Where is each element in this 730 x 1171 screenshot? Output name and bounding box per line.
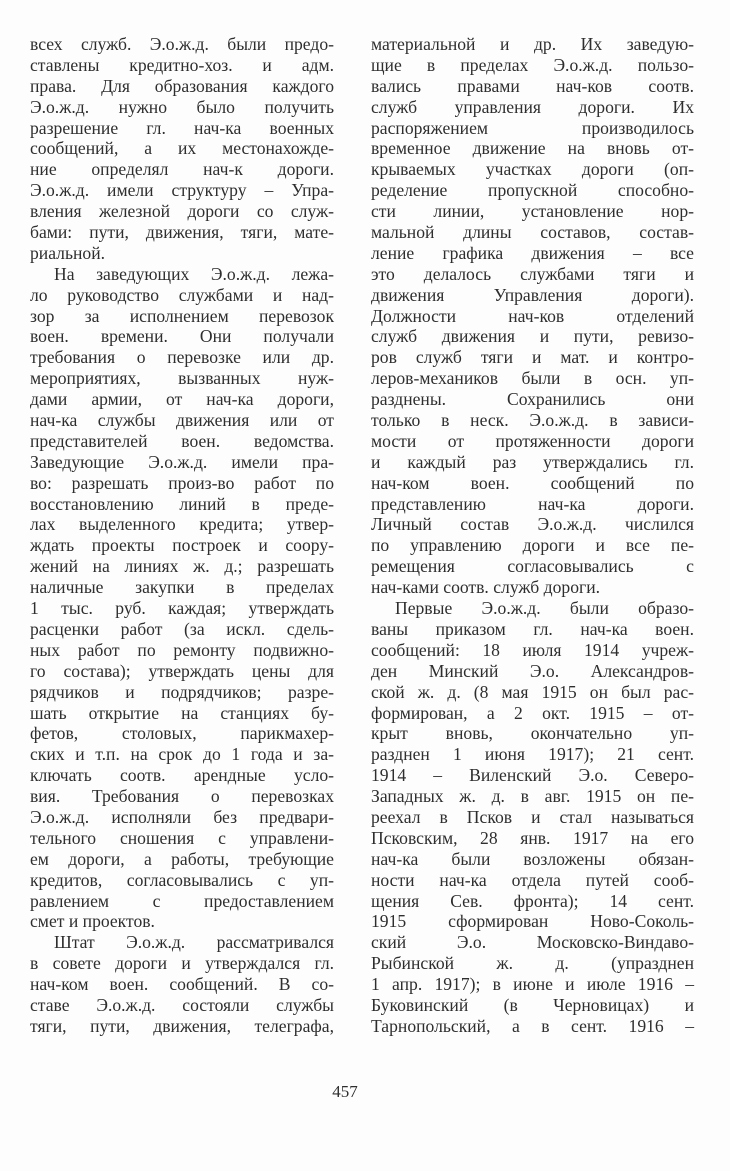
text-line: тяги, пути, движения, телеграфа, (30, 1015, 334, 1036)
text-line: в совете дороги и утверждался гл. (30, 953, 334, 974)
text-line: Псковским, 28 янв. 1917 на его (371, 827, 694, 848)
text-line: Заведующие Э.о.ж.д. имели пра- (30, 451, 334, 472)
text-line: ных работ по ремонту подвижно- (30, 639, 334, 660)
text-line: бами: пути, движения, тяги, мате- (30, 222, 334, 243)
text-line: Штат Э.о.ж.д. рассматривался (54, 932, 334, 953)
text-line: и каждый раз утверждались гл. (371, 451, 694, 472)
text-line: ем дороги, а работы, требующие (30, 848, 334, 869)
text-line: движения Управления дороги). (371, 284, 694, 305)
text-line: разрешение гл. нач-ка военных (30, 117, 334, 138)
text-line: представителей воен. ведомства. (30, 430, 334, 451)
text-line: ности нач-ка отдела путей сооб- (371, 869, 694, 890)
text-line: Рыбинской ж. д. (упразднен (371, 953, 694, 974)
text-line: 1 тыс. руб. каждая; утверждать (30, 598, 334, 619)
text-line: всех служб. Э.о.ж.д. были предо- (30, 34, 334, 54)
paragraph (371, 598, 694, 1037)
text-line: сообщений, а их местонахожде- (30, 138, 334, 159)
paragraph (30, 34, 334, 264)
text-line: служб управления дороги. Их (371, 96, 694, 117)
text-line: ло руководство службами и над- (30, 284, 334, 305)
text-line: ских и т.п. на срок до 1 года и за- (30, 744, 334, 765)
text-line: по управлению дороги и все пе- (371, 535, 694, 556)
text-line: леров-механиков были в осн. уп- (371, 368, 694, 389)
text-line: ставлены кредитно-хоз. и адм. (30, 54, 334, 75)
text-line: Э.о.ж.д. имели структуру – Упра- (30, 180, 334, 201)
text-line: расценки работ (за искл. сдель- (30, 618, 334, 639)
text-line: ской ж. д. (8 мая 1915 он был рас- (371, 681, 694, 702)
text-line: Личный состав Э.о.ж.д. числился (371, 514, 694, 535)
text-line: представлению нач-ка дороги. (371, 493, 694, 514)
text-line: распоряжением производилось (371, 117, 694, 138)
text-line: только в неск. Э.о.ж.д. в зависи- (371, 410, 694, 431)
text-line: вия. Требования о перевозках (30, 786, 334, 807)
text-line: Тарнопольский, а в сент. 1916 – (371, 1015, 694, 1036)
text-line: нач-ком воен. сообщений. В со- (30, 974, 334, 995)
text-line: мальной длины составов, состав- (371, 222, 694, 243)
text-line: сообщений: 18 июля 1914 учреж- (371, 639, 694, 660)
text-line: ние определял нач-к дороги. (30, 159, 334, 180)
text-line: Буковинский (в Черновицах) и (371, 994, 694, 1015)
text-line: разднены. Сохранились они (371, 389, 694, 410)
text-line: щие в пределах Э.о.ж.д. пользо- (371, 54, 694, 75)
text-line: вались правами нач-ков соотв. (371, 75, 694, 96)
text-line: щения Сев. фронта); 14 сент. (371, 890, 694, 911)
text-line: крываемых участках дороги (оп- (371, 159, 694, 180)
page-number: 457 (332, 1082, 358, 1101)
text-line: реехал в Псков и стал называться (371, 806, 694, 827)
text-line: сти линии, установление нор- (371, 201, 694, 222)
text-line: На заведующих Э.о.ж.д. лежа- (54, 263, 334, 284)
text-line: Западных ж. д. в авг. 1915 он пе- (371, 786, 694, 807)
paragraph (371, 34, 694, 598)
text-line: зор за исполнением перевозок (30, 305, 334, 326)
text-line: вления железной дороги со служ- (30, 201, 334, 222)
text-line: ремещения согласовывались с (371, 556, 694, 577)
text-line: шать открытие на станциях бу- (30, 702, 334, 723)
text-column-left (30, 34, 334, 1037)
text-line: временное движение на вновь от- (371, 138, 694, 159)
text-line: восстановлению линий в преде- (30, 493, 334, 514)
text-line: ден Минский Э.о. Александров- (371, 660, 694, 681)
text-line: тельного сношения с управлени- (30, 827, 334, 848)
text-line: Должности нач-ков отделений (371, 305, 694, 326)
text-line: требования о перевозке или др. (30, 347, 334, 368)
paragraph (30, 932, 334, 1036)
text-line: 1915 сформирован Ново-Соколь- (371, 911, 694, 932)
text-line: ление графика движения – все (371, 242, 694, 263)
text-line: мероприятиях, вызванных нуж- (30, 368, 334, 389)
text-line: 1914 – Виленский Э.о. Северо- (371, 765, 694, 786)
text-line: Э.о.ж.д. нужно было получить (30, 96, 334, 117)
text-line: ставе Э.о.ж.д. состояли службы (30, 994, 334, 1015)
text-line: воен. времени. Они получали (30, 326, 334, 347)
text-line: дами армии, от нач-ка дороги, (30, 389, 334, 410)
text-line: равлением с предоставлением (30, 890, 334, 911)
text-line: крыт вновь, окончательно уп- (371, 723, 694, 744)
text-line: служб движения и пути, ревизо- (371, 326, 694, 347)
text-line: рядчиков и подрядчиков; разре- (30, 681, 334, 702)
text-line: наличные закупки в пределах (30, 577, 334, 598)
text-line: фетов, столовых, парикмахер- (30, 723, 334, 744)
text-line: жений на линиях ж. д.; разрешать (30, 556, 334, 577)
text-line: кредитов, согласовывались с уп- (30, 869, 334, 890)
text-line: разднен 1 июня 1917); 21 сент. (371, 744, 694, 765)
text-line: нач-ками соотв. служб дороги. (371, 577, 601, 598)
text-line: формирован, а 2 окт. 1915 – от- (371, 702, 694, 723)
text-line: мости от протяженности дороги (371, 430, 694, 451)
text-column-right (371, 34, 694, 1037)
text-line: нач-ка службы движения или от (30, 410, 334, 431)
text-line: ваны приказом гл. нач-ка воен. (371, 618, 694, 639)
text-line: го состава); утверждать цены для (30, 660, 334, 681)
text-line: ключать соотв. арендные усло- (30, 765, 334, 786)
text-line: 1 апр. 1917); в июне и июле 1916 – (371, 974, 694, 995)
text-line: ский Э.о. Московско-Виндаво- (371, 932, 694, 953)
text-line: риальной. (30, 242, 106, 263)
text-line: нач-ком воен. сообщений по (371, 472, 694, 493)
text-line: нач-ка были возложены обязан- (371, 848, 694, 869)
text-line: это делалось службами тяги и (371, 263, 694, 284)
text-line: Первые Э.о.ж.д. были образо- (395, 598, 694, 619)
text-line: смет и проектов. (30, 911, 155, 932)
text-line: права. Для образования каждого (30, 75, 334, 96)
text-line: ределение пропускной способно- (371, 180, 694, 201)
text-line: лах выделенного кредита; утвер- (30, 514, 334, 535)
text-line: ров служб тяги и мат. и контро- (371, 347, 694, 368)
text-line: Э.о.ж.д. исполняли без предвари- (30, 806, 334, 827)
text-line: ждать проекты построек и соору- (30, 535, 334, 556)
text-line: во: разрешать произ-во работ по (30, 472, 334, 493)
paragraph (30, 264, 334, 933)
text-line: материальной и др. Их заведую- (371, 34, 694, 54)
